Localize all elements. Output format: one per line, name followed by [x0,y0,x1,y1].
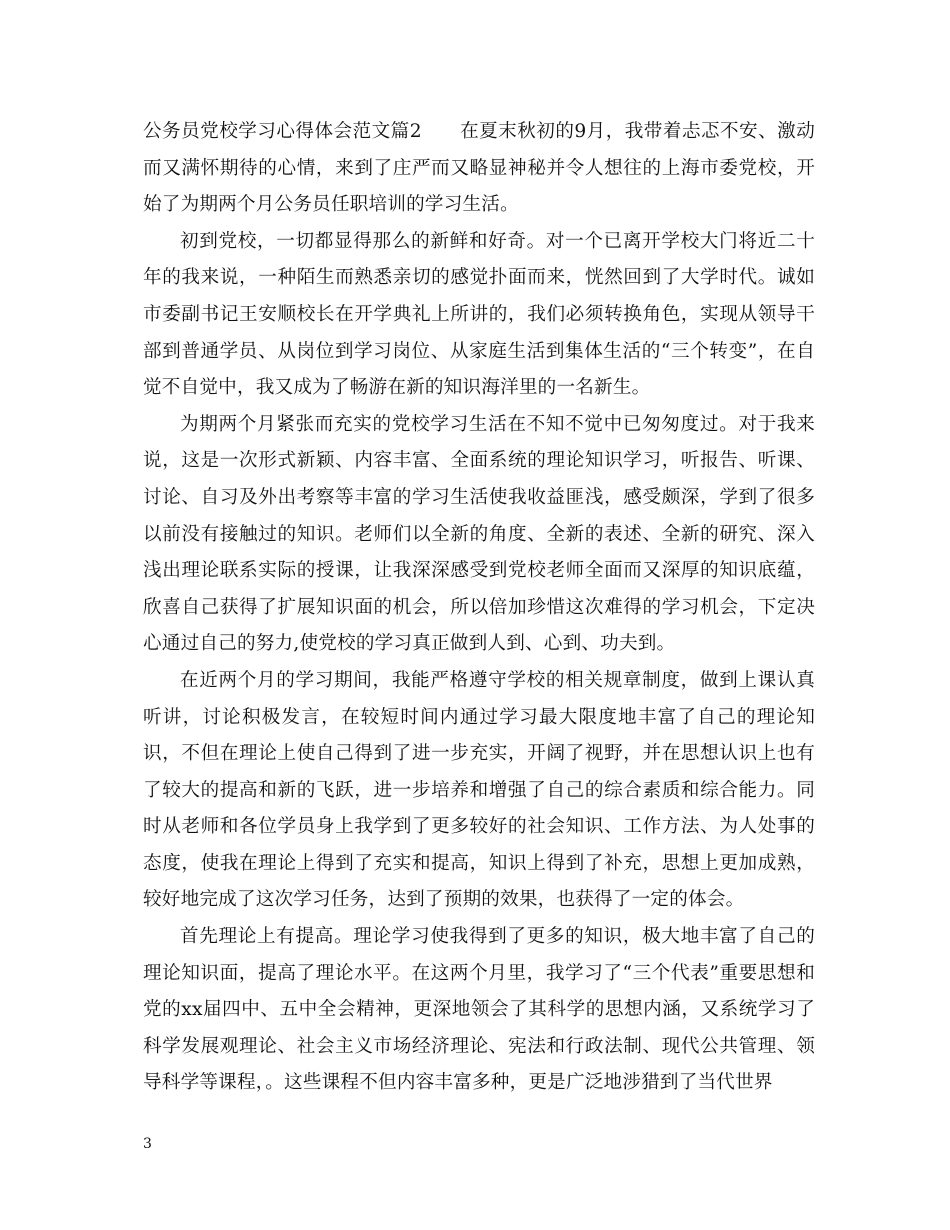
page-number: 3 [143,1136,152,1152]
document-body [143,114,815,1102]
paragraph-theory: 首先理论上有提高。理论学习使我得到了更多的知识，极大地丰富了自己的理论知识面，提高了理论水平。在这两个月里，我学习了“三个代表”重要思想和党的xx届四中、五中全会精神，更深地领会了其科学的思想内涵，又系统学习了科学发展观理论、社会主义市场经济理论、宪法和行政法制、现代公共管理、领导科学等课程，。这些课程不但内容丰富多种，更是广泛地涉猎到了当代世界 [143,926,815,1094]
paragraph-arrival: 初到党校，一切都显得那么的新鲜和好奇。对一个已离开学校大门将近二十年的我来说，一种陌生而熟悉亲切的感觉扑面而来，恍然回到了大学时代。诚如市委副书记王安顺校长在开学典礼上所讲的，我们必须转换角色，实现从领导干部到普通学员、从岗位到学习岗位、从家庭生活到集体生活的“三个转变”，在自觉不自觉中，我又成为了畅游在新的知识海洋里的一名新生。 [143,230,815,399]
paragraph-intro: 公务员党校学习心得体会范文篇2 在夏末秋初的9月，我带着忐忑不安、激动而又满怀期待的心情，来到了庄严而又略显神秘并令人想往的上海市委党校，开始了为期两个月公务员任职培训的学习生活。 [143,121,815,216]
paragraph-discipline: 在近两个月的学习期间，我能严格遵守学校的相关规章制度，做到上课认真听讲，讨论积极发言，在较短时间内通过学习最大限度地丰富了自己的理论知识，不但在理论上使自己得到了进一步充实，开阔了视野，并在思想认识上也有了较大的提高和新的飞跃，进一步培养和增强了自己的综合素质和综合能力。同时从老师和各位学员身上我学到了更多较好的社会知识、工作方法、为人处事的态度，使我在理论上得到了充实和提高，知识上得到了补充，思想上更加成熟，较好地完成了这次学习任务，达到了预期的效果，也获得了一定的体会。 [143,669,815,911]
paragraph-study-life: 为期两个月紧张而充实的党校学习生活在不知不觉中已匆匆度过。对于我来说，这是一次形式新颖、内容丰富、全面系统的理论知识学习，听报告、听课、讨论、自习及外出考察等丰富的学习生活使我收益匪浅，感受颇深，学到了很多以前没有接触过的知识。老师们以全新的角度、全新的表述、全新的研究、深入浅出理论联系实际的授课，让我深深感受到党校老师全面而又深厚的知识底蕴，欣喜自己获得了扩展知识面的机会，所以倍加珍惜这次难得的学习机会，下定决心通过自己的努力,使党校的学习真正做到人到、心到、功夫到。 [143,413,815,655]
